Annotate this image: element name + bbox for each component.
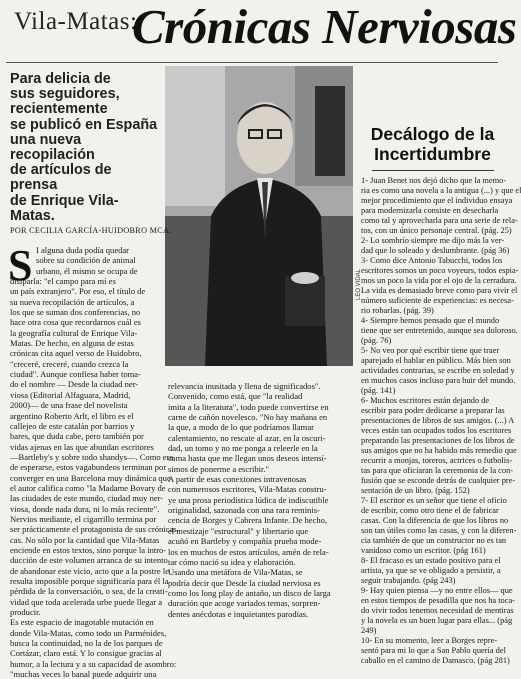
text-line: humor, a la lectura y a su capacidad de asombro: bbox=[10, 658, 177, 669]
text-line: son tan útiles como las casas, y con la diferen- bbox=[361, 526, 517, 535]
text-line: duración que acoge variados temas, sorpren- bbox=[168, 598, 321, 609]
text-line: dentes anécdotas e inquietantes parodias. bbox=[168, 608, 309, 619]
text-line: sentación de un libro. (pág. 152) bbox=[361, 486, 470, 495]
deck-line: de Enrique Vila-Matas. bbox=[10, 192, 119, 224]
text-line: enciende en estos textos, sino porque la intro- bbox=[10, 544, 167, 555]
text-line: producir. bbox=[10, 607, 41, 618]
headline-kicker: Vila-Matas: bbox=[14, 8, 138, 35]
text-line: su nueva recopilación de artículos, a bbox=[10, 296, 135, 307]
text-line: busca la continuidad, no la de los parques de bbox=[10, 638, 163, 649]
text-line: mejor procedimiento que el individuo ensaya bbox=[361, 196, 513, 205]
text-line: un país extranjero". Por eso, el título de bbox=[10, 286, 146, 297]
text-line: caballo en el camino de Damasco. (pág 281) bbox=[361, 656, 510, 665]
sidebar-title-line: Decálogo de la bbox=[370, 124, 495, 144]
text-line: dad, un tomo y no me ponga a releerle en la bbox=[168, 443, 318, 454]
text-line: veces están tan ocupados todos los escritores bbox=[361, 426, 512, 435]
text-line: vidas ajenas en las que abundan escritores bbox=[10, 441, 154, 452]
text-line: acuñó en Bartleby y compañía prueba mode- bbox=[168, 536, 322, 547]
text-line: cia también de que un constructor no es tan bbox=[361, 536, 507, 545]
article-column-2 bbox=[168, 381, 356, 619]
text-line: Nervios mediante, el cigarrillo termina por bbox=[10, 513, 157, 524]
text-line: cama hasta que me llegan unos deseos intensí- bbox=[168, 453, 327, 464]
text-line: dad que lo soleado y deslumbrante. (pág 36) bbox=[361, 246, 510, 255]
text-line: cencia de Borges y Cabrera Infante. De hecho, bbox=[168, 515, 328, 526]
text-line: ria es como una novela a la antigua (...) y que el bbox=[361, 186, 521, 195]
text-line: simos de ponerme a escribir." bbox=[168, 463, 270, 474]
headline: Crónicas Nerviosas bbox=[132, 0, 517, 54]
text-line: 9- Hay quien piensa —y no entre ellos— que bbox=[361, 586, 513, 595]
author-photo bbox=[165, 66, 353, 366]
drop-cap: S bbox=[8, 241, 33, 290]
text-line: actividades contrarias, se escribe en soledad y bbox=[361, 366, 515, 375]
text-line: 6- Muchos escritores están dejando de bbox=[361, 396, 490, 405]
text-line: "creceré, creceré, cuando crezca la bbox=[10, 358, 129, 369]
text-line: fusión que se esconde detrás de cualquier pre- bbox=[361, 476, 516, 485]
text-line: 3- Como dice Antonio Tabucchi, todos los bbox=[361, 256, 503, 265]
text-line: I alguna duda podía quedar bbox=[36, 245, 130, 255]
text-line: imita a la literatura", todo puede convertirse en bbox=[168, 401, 329, 412]
text-line: "muchas veces lo banal puede adquirir una bbox=[10, 669, 157, 679]
text-line: en muchos casos incluso para huir del mundo. bbox=[361, 376, 516, 385]
text-line: 7- El escritor es un señor que tiene el oficio bbox=[361, 496, 507, 505]
text-line: 5- No veo por qué escribir tiene que traer bbox=[361, 346, 500, 355]
text-line: do vivir todos tenemos necesidad de mentiras bbox=[361, 606, 514, 615]
text-line: con numerosos escritores, Vila-Matas constru- bbox=[168, 484, 327, 495]
text-line: ser prácticamente el protagonista de sus crónicas. bbox=[10, 524, 179, 535]
text-line: pérdida de la conversación, o sea, de la creati- bbox=[10, 586, 168, 597]
text-line: La vida es demasiado breve como para vivir el bbox=[361, 286, 518, 295]
text-line: de abandonar este vicio, acto que a la postre le bbox=[10, 565, 169, 576]
deck-line: sus seguidores, bbox=[10, 86, 120, 103]
text-line: las ciudades de este mundo, ciudad muy ner- bbox=[10, 493, 164, 504]
text-line: bares, que duda cabe, pero también por bbox=[10, 431, 144, 442]
text-line: artista, ya que se ve obligado a persistir, a bbox=[361, 566, 501, 575]
text-line: calentamiento, no rescate al azar, en la oscuri- bbox=[168, 432, 326, 443]
text-line: vidad que toda acelerada urbe puede llegar a bbox=[10, 596, 163, 607]
text-line: A partir de esas conexiones intravenosas bbox=[168, 474, 307, 485]
text-line: presentaciones de libros de sus amigos. (...) A bbox=[361, 416, 515, 425]
deck bbox=[10, 72, 160, 224]
text-line: argentino Roberto Arlt, el libro es el bbox=[10, 410, 134, 421]
text-line: sus amigos que no ha habido más remedio que bbox=[361, 446, 517, 455]
text-line: callejeo de este catalán por barrios y bbox=[10, 420, 135, 431]
text-line: 10- En su momento, leer a Borges repre- bbox=[361, 636, 498, 645]
text-line: do el nombre — Desde la ciudad ner- bbox=[10, 379, 139, 390]
text-line: —Bartleby's y sobre todo shandys—. Como era bbox=[10, 451, 174, 462]
text-line: la geografía cultural de Enrique Vila- bbox=[10, 327, 138, 338]
photo-credit: LEO VIDAL bbox=[356, 268, 362, 300]
text-line: mos un poco la vida por el ojo de la cerradura. bbox=[361, 276, 517, 285]
text-line: tiene que ser entretenido, aunque sea doloroso. bbox=[361, 326, 518, 335]
text-line: los que se suman dos conferencias, no bbox=[10, 307, 141, 318]
text-line: aparejado el hablar en público. Más bien son bbox=[361, 356, 511, 365]
deck-line: de artículos de prensa bbox=[10, 162, 112, 194]
text-line: escritores somos un poco voyeurs, todos espia- bbox=[361, 266, 519, 275]
text-line: donde Vila-Matas, como todo un Parménides, bbox=[10, 627, 167, 638]
text-line: cas. No sólo por la cantidad que Vila-Matas bbox=[10, 534, 160, 545]
text-line: tos, con un único personaje central. (pág. 25) bbox=[361, 226, 512, 235]
text-line: crónicas cita aquel verso de Huidobro, bbox=[10, 348, 142, 359]
text-line: en estos tiempos de pesadilla que nos ha toca- bbox=[361, 596, 515, 605]
text-line: el autor califica como "la Madame Bovary de bbox=[10, 482, 166, 493]
text-line: carne de cañón novelesco. "No hay mañana en bbox=[168, 412, 328, 423]
text-line: el mestizaje "estructural" y libertario que bbox=[168, 525, 309, 536]
text-line: escribir para poder dedicarse a preparar las bbox=[361, 406, 505, 415]
text-line: Matas. De hecho, en alguna de estas bbox=[10, 338, 134, 349]
sidebar-body bbox=[361, 176, 521, 666]
header-rule bbox=[6, 62, 498, 63]
text-line: vanidoso como un escritor. (pág 161) bbox=[361, 546, 486, 555]
text-line: de esperarse, estos vagabundeos terminan por bbox=[10, 462, 167, 473]
deck-line: recientemente bbox=[10, 101, 108, 118]
text-line: rio robarlas. (pág. 39) bbox=[361, 306, 434, 315]
text-line: originalidad, sazonada con una rara reminis- bbox=[168, 505, 320, 516]
sidebar-rule bbox=[372, 170, 494, 171]
text-line: 4- Siempre hemos pensado que el mundo bbox=[361, 316, 500, 325]
text-line: 2000)— de una frase del novelista bbox=[10, 400, 128, 411]
text-line: (pág. 76) bbox=[361, 336, 392, 345]
text-line: ye una prosa periodística lúdica de indiscutible bbox=[168, 494, 329, 505]
text-line: Usando una metáfora de Vila-Matas, se bbox=[168, 567, 303, 578]
text-line: disiparla: "el campo para mí es bbox=[10, 276, 116, 287]
text-line: seguir trabajando. (pág 243) bbox=[361, 576, 456, 585]
text-line: de escribir, como otro tiene el de fabricar bbox=[361, 506, 499, 515]
article-column-1 bbox=[8, 241, 179, 679]
text-line: tar cómo nació su idea y elaboración. bbox=[168, 556, 296, 567]
text-line: casas. Con la diferencia de que los libros no bbox=[361, 516, 509, 525]
text-line: 2- Lo sombrío siempre me dijo más la ver- bbox=[361, 236, 505, 245]
sidebar-title bbox=[365, 124, 500, 164]
text-line: relevancia inusitada y llena de significados". bbox=[168, 381, 321, 391]
masthead bbox=[0, 0, 517, 60]
text-line: como tal y aprovecharla para una serie de rela- bbox=[361, 216, 518, 225]
text-line: tas para que oficiaran la ceremonia de la con- bbox=[361, 466, 514, 475]
text-line: hace otra cosa que recordarnos cuál es bbox=[10, 317, 141, 328]
byline: POR CECILIA GARCÍA-HUIDOBRO MCA. bbox=[10, 226, 172, 235]
text-line: sentó para mi lo que a San Pablo quería del bbox=[361, 646, 506, 655]
text-line: Convenido, como está, que "la realidad bbox=[168, 391, 303, 402]
text-line: los en muchos de estos artículos, amén de rela- bbox=[168, 546, 329, 557]
text-line: ducción de este volumen arranca de su intento bbox=[10, 555, 168, 566]
text-line: ciudad". Aunque confiesa haber toma- bbox=[10, 369, 141, 380]
text-line: la que, a modo de lo que podríamos llamar bbox=[168, 422, 314, 433]
text-line: podría decir que Desde la ciudad nerviosa es bbox=[168, 577, 321, 588]
text-line: y la novela es un buen lugar para ellas... (pág bbox=[361, 616, 513, 625]
text-line: como los long play de antaño, un disco de larga bbox=[168, 587, 331, 598]
text-line: 249) bbox=[361, 626, 377, 635]
text-line: converger en una Barcelona muy dinámica que bbox=[10, 472, 171, 483]
text-line: Es este espacio de inagotable mutación en bbox=[10, 617, 154, 628]
sidebar-title-line: Incertidumbre bbox=[374, 144, 491, 164]
text-line: viosa, donde nada dura, ni lo más reciente". bbox=[10, 503, 160, 514]
text-line: preparando las presentaciones de los libros de bbox=[361, 436, 515, 445]
text-line: resulta imposible porque significaría para él la bbox=[10, 576, 169, 586]
deck-line: Para delicia de bbox=[10, 71, 111, 87]
text-line: número suficiente de experiencias: es necesa- bbox=[361, 296, 514, 305]
text-line: recurrir a monjas, toreros, actrices o futbolis- bbox=[361, 456, 513, 465]
text-line: urbano, él mismo se ocupa de bbox=[36, 265, 138, 276]
deck-line: se publicó en España bbox=[10, 116, 158, 133]
text-line: 1- Juan Benet nos dejó dicho que la memo- bbox=[361, 176, 507, 185]
text-line: 8- El fracaso es un estado positivo para el bbox=[361, 556, 501, 565]
text-line: Cortázar, claro está. Y lo consigue gracias al bbox=[10, 648, 162, 659]
text-line: viosa (Editorial Alfaguara, Madrid, bbox=[10, 389, 131, 400]
text-line: (pág. 141) bbox=[361, 386, 396, 395]
text-line: sobre su condición de animal bbox=[36, 255, 136, 266]
deck-line: una nueva recopilación bbox=[10, 131, 95, 164]
text-line: para modernizarla consiste en desecharla bbox=[361, 206, 499, 215]
author-photo-illustration bbox=[165, 66, 353, 366]
